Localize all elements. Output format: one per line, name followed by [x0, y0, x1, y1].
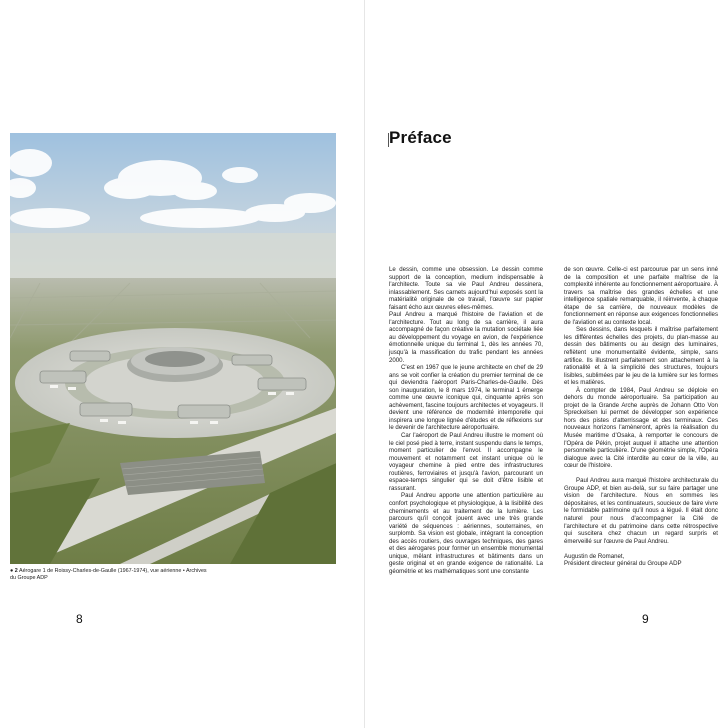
signature-name: Augustin de Romanet, — [564, 552, 625, 560]
camera-dot-icon: ● — [10, 568, 14, 574]
caption-number: 2 — [14, 568, 18, 574]
paragraph: Paul Andreu apporte une attention particulière au confort psychologique et physiologique, à la lisibilité des cheminements et au traitement de la lumière. Les parcours qu'il conçoit jouent avec une très grande variété de séquences : aériennes, souterraines, en surplomb. Sa vision est globale, intégrant la conception des accès routiers, des ouvrages techniques, des gares et des aérogares pour former un ensemble monumental unique, mêlant infrastructures et bâtiments dans un geste original et en grande exigence de rationalité. La géométrie et les mathématiques sont une constante — [389, 492, 543, 575]
signature — [564, 553, 718, 568]
caption-text: Aérogare 1 de Roissy-Charles-de-Gaulle (1967-1974), vue aérienne • Archives du Groupe ADP — [10, 568, 207, 581]
page-number-left: 8 — [76, 612, 83, 626]
paragraph: À compter de 1984, Paul Andreu se déploie en dehors du monde aéroportuaire. Sa participation au projet de la Grande Arche auprès de Johann Otto Von Spreckelsen lui permet de développer son expérience hors des pistes d'atterrissage et des terminaux. Ces nouveaux horizons l'amèneront, après la réalisation du Musée maritime d'Osaka, à remporter le concours de l'Opéra de Pékin, projet auquel il attache une attention personnelle particulière. D'une géométrie simple, l'Opéra dialogue avec la Cité interdite au cœur de la ville, au cœur de l'histoire. — [564, 386, 718, 470]
text-column-2 — [564, 266, 718, 568]
paragraph: Paul Andreu a marqué l'histoire de l'aviation et de l'architecture. Tout au long de sa carrière, il aura accompagné de façon créative la mutation sociétale liée au développement du voyage en avion, de l'expérience émotionnelle unique du terminal 1, dès les années 70, jusqu'à la massification du trafic pendant les années 2000. — [389, 311, 543, 364]
aerial-photo-terminal-1 — [10, 133, 336, 564]
text-column-1 — [389, 266, 543, 575]
page-title: Préface — [389, 128, 452, 147]
paragraph: Ses dessins, dans lesquels il maîtrise parfaitement les différentes échelles des projets, du plan-masse au dessin des bâtiments ou au design des luminaires, reflètent une monumentalité évidente, simple, sans artifice. Ils illustrent parfaitement son attachement à la rationalité et à la simplicité des structures, toujours lisibles, sublimées par le jeu de la lumière sur les formes et les matières. — [564, 326, 718, 387]
paragraph: C'est en 1967 que le jeune architecte en chef de 29 ans se voit confier la création du premier terminal de ce qui deviendra l'aéroport Paris-Charles-de-Gaulle. Dès son inauguration, le 8 mars 1974, le terminal 1 émerge comme une œuvre iconique qui, cinquante après son achèvement, fascine toujours architectes et voyageurs. Il devient une référence de modernité intemporelle qui inspirera une longue lignée d'études et de réflexions sur le devenir de l'architecture aéroportuaire. — [389, 364, 543, 432]
paragraph: Le dessin, comme une obsession. Le dessin comme support de la conception, medium indispensable à l'architecte. Toute sa vie Paul Andreu dessinera, inlassablement. Ses carnets aujourd'hui exposés sont la matérialité originale de ce travail, l'œuvre sur papier faisant écho aux œuvres elles-mêmes. — [389, 266, 543, 311]
photo-caption — [10, 568, 210, 582]
paragraph: Car l'aéroport de Paul Andreu illustre le moment où le ciel posé pied à terre, instant suspendu dans le temps, moment particulier de l'envol. Il accompagne le mouvement et notamment cet instant unique où le voyageur chemine à pied entre des infrastructures routières, ferroviaires et jusqu'à l'avion, parcourant un espace-temps singulier qui se doit d'être lisible et rassurant. — [389, 432, 543, 492]
page-number-right: 9 — [642, 612, 649, 626]
signature-role: Président directeur général du Groupe ADP — [564, 560, 682, 568]
paragraph: de son œuvre. Celle-ci est parcourue par un sens inné de la composition et une parfaite maîtrise de la complexité inhérente au fonctionnement aéroportuaire. À travers sa maîtrise des grandes échelles et une intelligence spatiale remarquable, il réinvente, à chaque étape de sa carrière, de nouveaux modèles de fonctionnement en réponse aux exigences fonctionnelles de l'aviation et au contexte local. — [564, 266, 718, 326]
page-gutter — [364, 0, 365, 728]
paragraph: Paul Andreu aura marqué l'histoire architecturale du Groupe ADP, et bien au-delà, sur su faire partager une vision de l'architecture. Nous en sommes les dépositaires, et les continuateurs, soucieux de faire vivre le formidable patrimoine qu'il nous a légué. Il était donc naturel pour nous d'accompagner la Cité de l'architecture et du patrimoine dans cette rétrospective qui suscitera chez chacun un regard surpris et émerveillé sur l'œuvre de Paul Andreu. — [564, 477, 718, 545]
